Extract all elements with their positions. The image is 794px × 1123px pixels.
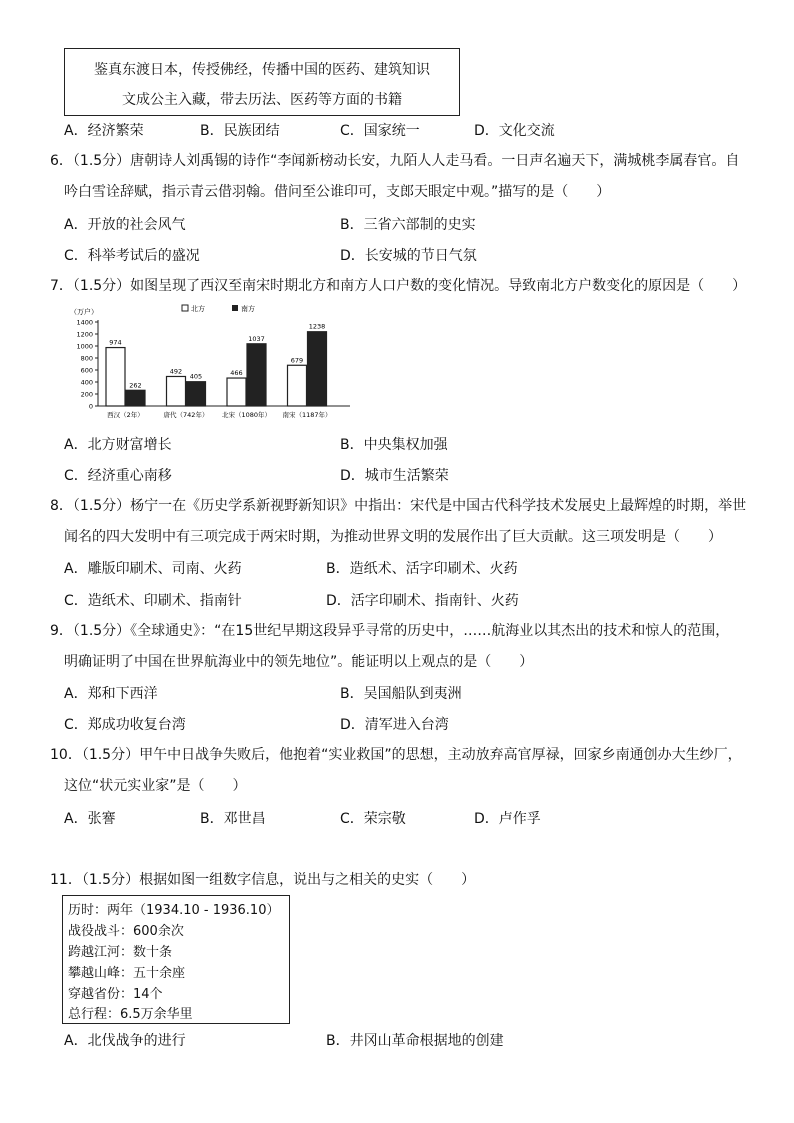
q11-info-line: 历时：两年（1934.10 - 1936.10） — [68, 903, 280, 918]
q11-info-box — [62, 895, 290, 1024]
q10-option-a[interactable]: A．张謇 — [64, 811, 116, 827]
q9-option-d[interactable]: D．清军进入台湾 — [340, 717, 449, 733]
bar-value-label: 405 — [189, 372, 203, 381]
q6-stem: 6．（1.5分）唐朝诗人刘禹锡的诗作“李闻新榜动长安，九陌人人走马看。一日声名遍天下，满城桃李属春官。自 — [50, 153, 740, 169]
chart-legend — [182, 304, 255, 313]
q11-info-line: 攀越山峰：五十余座 — [68, 966, 186, 981]
bar-north — [227, 378, 246, 406]
y-tick-label: 200 — [80, 390, 93, 399]
q6-stem: 吟白雪诠辞赋，指示青云借羽翰。借问至公谁印可，支郎天眼定中观。”描写的是（ ） — [64, 184, 611, 200]
y-tick-label: 800 — [80, 354, 93, 363]
q8-option-c[interactable]: C．造纸术、印刷术、指南针 — [64, 593, 242, 609]
q7-option-a[interactable]: A．北方财富增长 — [64, 437, 172, 453]
q7-stem: 7．（1.5分）如图呈现了西汉至南宋时期北方和南方人口户数的变化情况。导致南北方户数变化的原因是（ ） — [50, 278, 747, 294]
y-tick-label: 0 — [88, 402, 93, 411]
q11-info-line: 穿越省份：14个 — [68, 987, 163, 1002]
q10-stem: 10．（1.5分）甲午中日战争失败后，他抱着“实业救国”的思想，主动放弃高官厚禄，回家乡南通创办大生纱厂， — [50, 747, 742, 763]
x-category-label: 唐代（742年） — [163, 411, 209, 419]
bar-value-label: 974 — [109, 338, 122, 347]
q10-option-d[interactable]: D．卢作孚 — [474, 811, 541, 827]
q6-option-c[interactable]: C．科举考试后的盛况 — [64, 248, 200, 264]
q6-option-b[interactable]: B．三省六部制的史实 — [340, 217, 476, 233]
q7-option-b[interactable]: B．中央集权加强 — [340, 437, 448, 453]
q9-option-a[interactable]: A．郑和下西洋 — [64, 686, 158, 702]
y-tick-label: 1000 — [76, 342, 93, 351]
q11-option-a[interactable]: A．北伐战争的进行 — [64, 1033, 186, 1049]
q5-option-a[interactable]: A．经济繁荣 — [64, 123, 144, 139]
bar-south — [126, 390, 145, 406]
q10-option-b[interactable]: B．邓世昌 — [200, 811, 266, 827]
q7-option-c[interactable]: C．经济重心南移 — [64, 468, 172, 484]
y-tick-label: 600 — [80, 366, 93, 375]
q9-option-b[interactable]: B．吴国船队到夷洲 — [340, 686, 462, 702]
x-category-label: 西汉（2年） — [107, 411, 144, 419]
bar-south — [187, 382, 206, 406]
y-tick-label: 1200 — [76, 330, 93, 339]
bar-north — [288, 365, 307, 406]
q11-info-line: 战役战斗：600余次 — [68, 924, 184, 939]
q5-box-line: 文成公主入藏，带去历法、医药等方面的书籍 — [122, 92, 402, 108]
q6-option-d[interactable]: D．长安城的节日气氛 — [340, 248, 477, 264]
q10-option-c[interactable]: C．荣宗敬 — [340, 811, 406, 827]
bar-value-label: 492 — [169, 367, 183, 376]
q8-stem: 8．（1.5分）杨宁一在《历史学系新视野新知识》中指出：宋代是中国古代科学技术发展史上最辉煌的时期，举世 — [50, 498, 747, 514]
q9-stem: 9．（1.5分）《全球通史》：“在15世纪早期这段异乎寻常的历史中，……航海业以其杰出的技术和惊人的范围， — [50, 623, 730, 639]
q8-stem: 闻名的四大发明中有三项完成于两宋时期，为推动世界文明的发展作出了巨大贡献。这三项发明是（ ） — [64, 529, 722, 545]
legend-label-north: 北方 — [191, 305, 205, 313]
q5-material-box — [64, 48, 460, 116]
legend-label-south: 南方 — [241, 305, 255, 313]
q9-option-c[interactable]: C．郑成功收复台湾 — [64, 717, 186, 733]
bar-value-label: 262 — [129, 381, 142, 390]
y-tick-label: 400 — [80, 378, 93, 387]
q10-stem: 这位“状元实业家”是（ ） — [64, 778, 247, 794]
bar-south — [308, 332, 327, 406]
q5-option-b[interactable]: B．民族团结 — [200, 123, 280, 139]
q11-stem: 11．（1.5分）根据如图一组数字信息，说出与之相关的史实（ ） — [50, 872, 476, 888]
bar-value-label: 1238 — [308, 322, 326, 331]
q5-box-line: 鉴真东渡日本，传授佛经，传播中国的医药、建筑知识 — [94, 62, 430, 78]
y-tick-label: 1400 — [76, 318, 93, 327]
bar-north — [106, 348, 125, 406]
q7-option-d[interactable]: D．城市生活繁荣 — [340, 468, 449, 484]
q8-option-a[interactable]: A．雕版印刷术、司南、火药 — [64, 561, 242, 577]
q5-option-c[interactable]: C．国家统一 — [340, 123, 420, 139]
x-category-label: 南宋（1187年） — [282, 411, 332, 419]
legend-swatch-north — [182, 305, 188, 311]
q11-option-b[interactable]: B．井冈山革命根据地的创建 — [326, 1033, 504, 1049]
q8-option-b[interactable]: B．造纸术、活字印刷术、火药 — [326, 561, 518, 577]
bar-value-label: 679 — [290, 356, 304, 365]
bar-south — [247, 344, 266, 406]
q11-info-line: 跨越江河：数十条 — [68, 945, 173, 960]
y-axis-title: （万户） — [70, 308, 98, 316]
q6-option-a[interactable]: A．开放的社会风气 — [64, 217, 186, 233]
legend-swatch-south — [232, 305, 238, 311]
population-bar-chart — [62, 302, 352, 422]
q9-stem: 明确证明了中国在世界航海业中的领先地位”。能证明以上观点的是（ ） — [64, 654, 534, 670]
q8-option-d[interactable]: D．活字印刷术、指南针、火药 — [326, 593, 519, 609]
q11-info-line: 总行程：6.5万余华里 — [68, 1007, 193, 1022]
bar-value-label: 466 — [230, 369, 243, 378]
q5-option-d[interactable]: D．文化交流 — [474, 123, 555, 139]
bar-value-label: 1037 — [248, 334, 265, 343]
bar-north — [167, 376, 186, 406]
x-category-label: 北宋（1080年） — [221, 411, 272, 419]
